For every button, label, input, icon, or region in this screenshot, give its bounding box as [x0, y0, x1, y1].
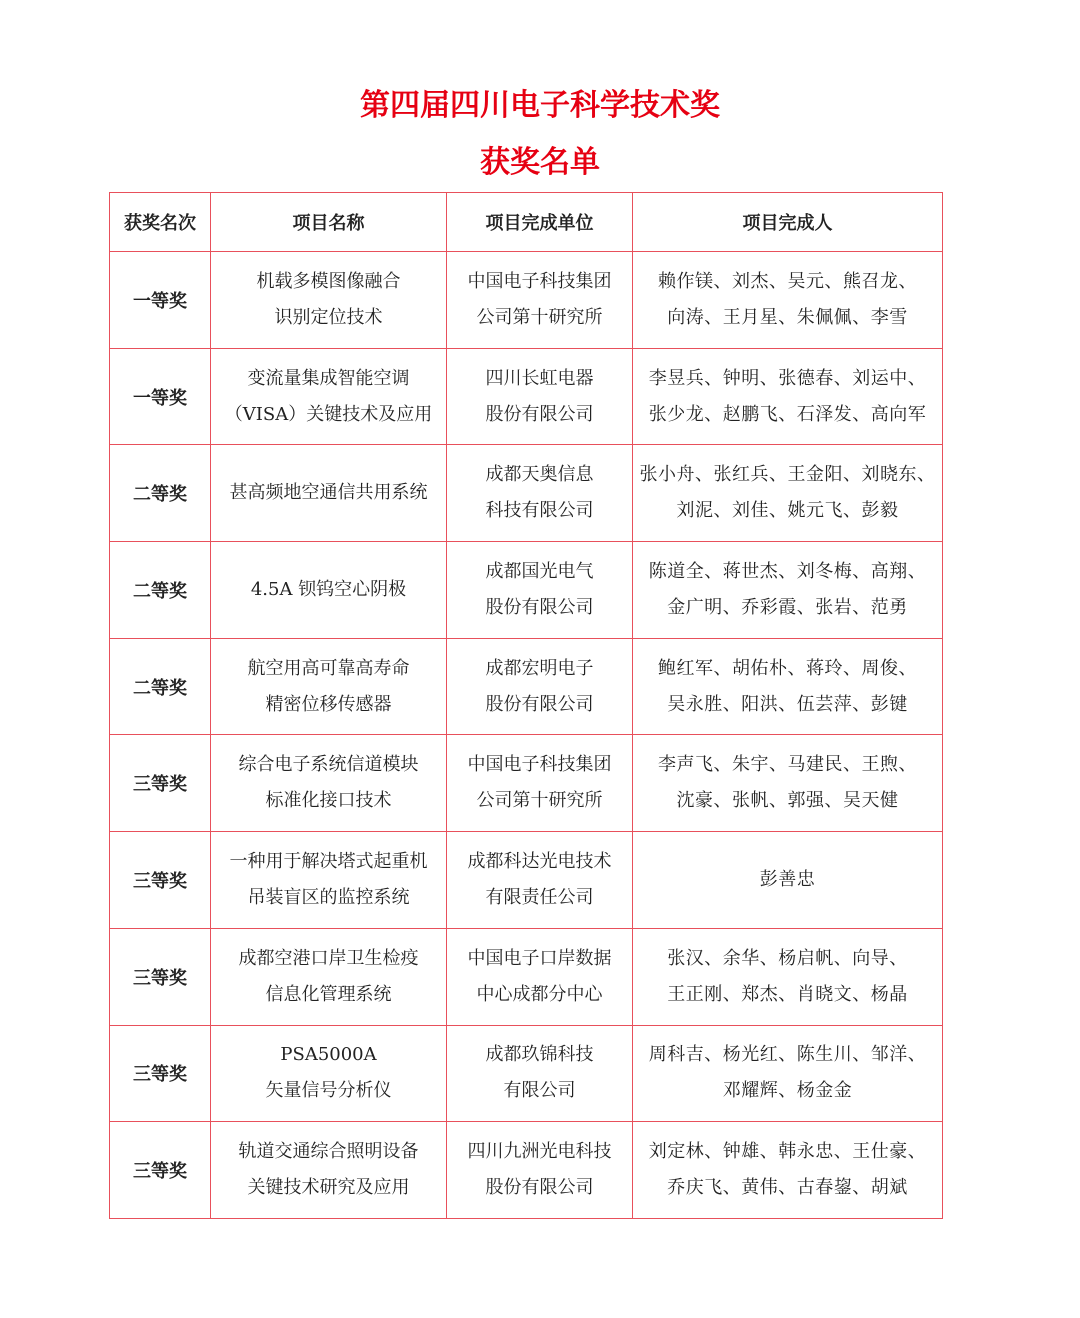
people-line: 金广明、乔彩霞、张岩、范勇 [667, 596, 908, 618]
project-name-line: 成都空港口岸卫生检疫 [238, 947, 419, 969]
header-unit: 项目完成单位 [447, 193, 633, 252]
document-title: 第四届四川电子科学技术奖 [360, 88, 720, 123]
unit-line: 成都玖锦科技 [485, 1044, 594, 1066]
project-name-line: 识别定位技术 [274, 306, 383, 328]
project-name-line: 轨道交通综合照明设备 [238, 1141, 419, 1163]
table-row [110, 735, 943, 832]
table-row [110, 542, 943, 639]
project-name-cell [211, 928, 447, 1025]
unit-cell [447, 445, 633, 542]
header-project: 项目名称 [211, 193, 447, 252]
unit-line: 公司第十研究所 [476, 790, 603, 812]
unit-cell [447, 348, 633, 445]
table-row [110, 1025, 943, 1122]
unit-cell [447, 252, 633, 349]
table-row [110, 1122, 943, 1219]
project-name-line: 精密位移传感器 [265, 693, 392, 715]
unit-cell [447, 1025, 633, 1122]
unit-line: 有限公司 [503, 1080, 576, 1102]
table-row [110, 445, 943, 542]
project-name-line: 关键技术研究及应用 [247, 1177, 410, 1199]
people-cell [633, 1025, 943, 1122]
people-line: 李声飞、朱宇、马建民、王煦、 [658, 754, 917, 776]
people-line: 周科吉、杨光红、陈生川、邹洋、 [648, 1044, 927, 1066]
project-name-line: 吊装盲区的监控系统 [247, 886, 410, 908]
project-name-line: 信息化管理系统 [265, 983, 392, 1005]
award-rank: 二等奖 [110, 638, 211, 735]
people-cell [633, 928, 943, 1025]
people-cell [633, 1122, 943, 1219]
project-name-line: PSA5000A [280, 1044, 377, 1066]
unit-line: 股份有限公司 [485, 1177, 594, 1199]
project-name-cell [211, 445, 447, 542]
people-line: 赖作镁、刘杰、吴元、熊召龙、 [658, 270, 917, 292]
project-name-cell [211, 1122, 447, 1219]
project-name-line: 航空用高可靠高寿命 [247, 657, 410, 679]
table-row [110, 928, 943, 1025]
unit-line: 科技有限公司 [485, 500, 594, 522]
project-name-cell [211, 832, 447, 929]
unit-line: 股份有限公司 [485, 693, 594, 715]
people-line: 鲍红军、胡佑朴、蒋玲、周俊、 [658, 657, 917, 679]
project-name-line: 甚高频地空通信共用系统 [229, 482, 428, 504]
award-rank: 三等奖 [110, 832, 211, 929]
people-line: 刘泥、刘佳、姚元飞、彭毅 [676, 500, 899, 522]
project-name-cell [211, 638, 447, 735]
unit-cell [447, 1122, 633, 1219]
award-rank: 一等奖 [110, 252, 211, 349]
people-cell [633, 832, 943, 929]
people-line: 张少龙、赵鹏飞、石泽发、高向军 [648, 403, 927, 425]
unit-line: 中国电子口岸数据 [467, 947, 612, 969]
project-name-line: 综合电子系统信道模块 [238, 754, 419, 776]
people-line: 李昱兵、钟明、张德春、刘运中、 [648, 367, 927, 389]
project-name-cell [211, 252, 447, 349]
document-subtitle: 获奖名单 [480, 145, 600, 180]
unit-cell [447, 735, 633, 832]
people-line: 邓耀辉、杨金金 [722, 1080, 853, 1102]
unit-line: 中国电子科技集团 [467, 270, 612, 292]
project-name-line: 一种用于解决塔式起重机 [229, 850, 428, 872]
unit-line: 四川九洲光电科技 [467, 1141, 612, 1163]
project-name-line: （VISA）关键技术及应用 [224, 403, 433, 425]
people-cell [633, 638, 943, 735]
project-name-cell [211, 542, 447, 639]
project-name-line: 标准化接口技术 [265, 790, 392, 812]
people-line: 向涛、王月星、朱佩佩、李雪 [667, 306, 908, 328]
unit-line: 公司第十研究所 [476, 306, 603, 328]
people-line: 王正刚、郑杰、肖晓文、杨晶 [667, 983, 908, 1005]
people-cell [633, 735, 943, 832]
unit-cell [447, 928, 633, 1025]
unit-line: 四川长虹电器 [485, 367, 594, 389]
people-cell [633, 542, 943, 639]
table-header-row [110, 193, 943, 252]
project-name-line: 4.5A 钡钨空心阴极 [250, 578, 407, 600]
unit-line: 成都国光电气 [485, 560, 594, 582]
awards-table [109, 192, 943, 1219]
project-name-line: 变流量集成智能空调 [247, 367, 410, 389]
people-line: 乔庆飞、黄伟、古春鋆、胡斌 [667, 1177, 908, 1199]
table-row [110, 832, 943, 929]
project-name-cell [211, 1025, 447, 1122]
header-rank: 获奖名次 [110, 193, 211, 252]
unit-cell [447, 638, 633, 735]
award-rank: 三等奖 [110, 928, 211, 1025]
people-line: 彭善忠 [759, 868, 816, 890]
unit-line: 股份有限公司 [485, 596, 594, 618]
people-line: 陈道全、蒋世杰、刘冬梅、高翔、 [648, 560, 927, 582]
unit-line: 有限责任公司 [485, 886, 594, 908]
people-line: 张小舟、张红兵、王金阳、刘晓东、 [639, 464, 936, 486]
unit-line: 中国电子科技集团 [467, 754, 612, 776]
people-cell [633, 348, 943, 445]
award-rank: 三等奖 [110, 1025, 211, 1122]
project-name-cell [211, 348, 447, 445]
unit-line: 股份有限公司 [485, 403, 594, 425]
award-rank: 一等奖 [110, 348, 211, 445]
people-line: 吴永胜、阳洪、伍芸萍、彭键 [667, 693, 908, 715]
project-name-cell [211, 735, 447, 832]
award-rank: 三等奖 [110, 735, 211, 832]
table-row [110, 348, 943, 445]
project-name-line: 机载多模图像融合 [256, 270, 401, 292]
unit-line: 中心成都分中心 [476, 983, 603, 1005]
table-row [110, 638, 943, 735]
award-rank: 三等奖 [110, 1122, 211, 1219]
people-cell [633, 252, 943, 349]
unit-cell [447, 832, 633, 929]
header-people: 项目完成人 [633, 193, 943, 252]
unit-line: 成都科达光电技术 [467, 850, 612, 872]
project-name-line: 矢量信号分析仪 [265, 1080, 392, 1102]
people-line: 刘定林、钟雄、韩永忠、王仕豪、 [648, 1141, 927, 1163]
unit-line: 成都天奥信息 [485, 464, 594, 486]
people-line: 张汉、余华、杨启帆、向导、 [667, 947, 908, 969]
unit-cell [447, 542, 633, 639]
people-line: 沈豪、张帆、郭强、吴天健 [676, 790, 899, 812]
table-row [110, 252, 943, 349]
unit-line: 成都宏明电子 [485, 657, 594, 679]
award-rank: 二等奖 [110, 445, 211, 542]
people-cell [633, 445, 943, 542]
award-rank: 二等奖 [110, 542, 211, 639]
